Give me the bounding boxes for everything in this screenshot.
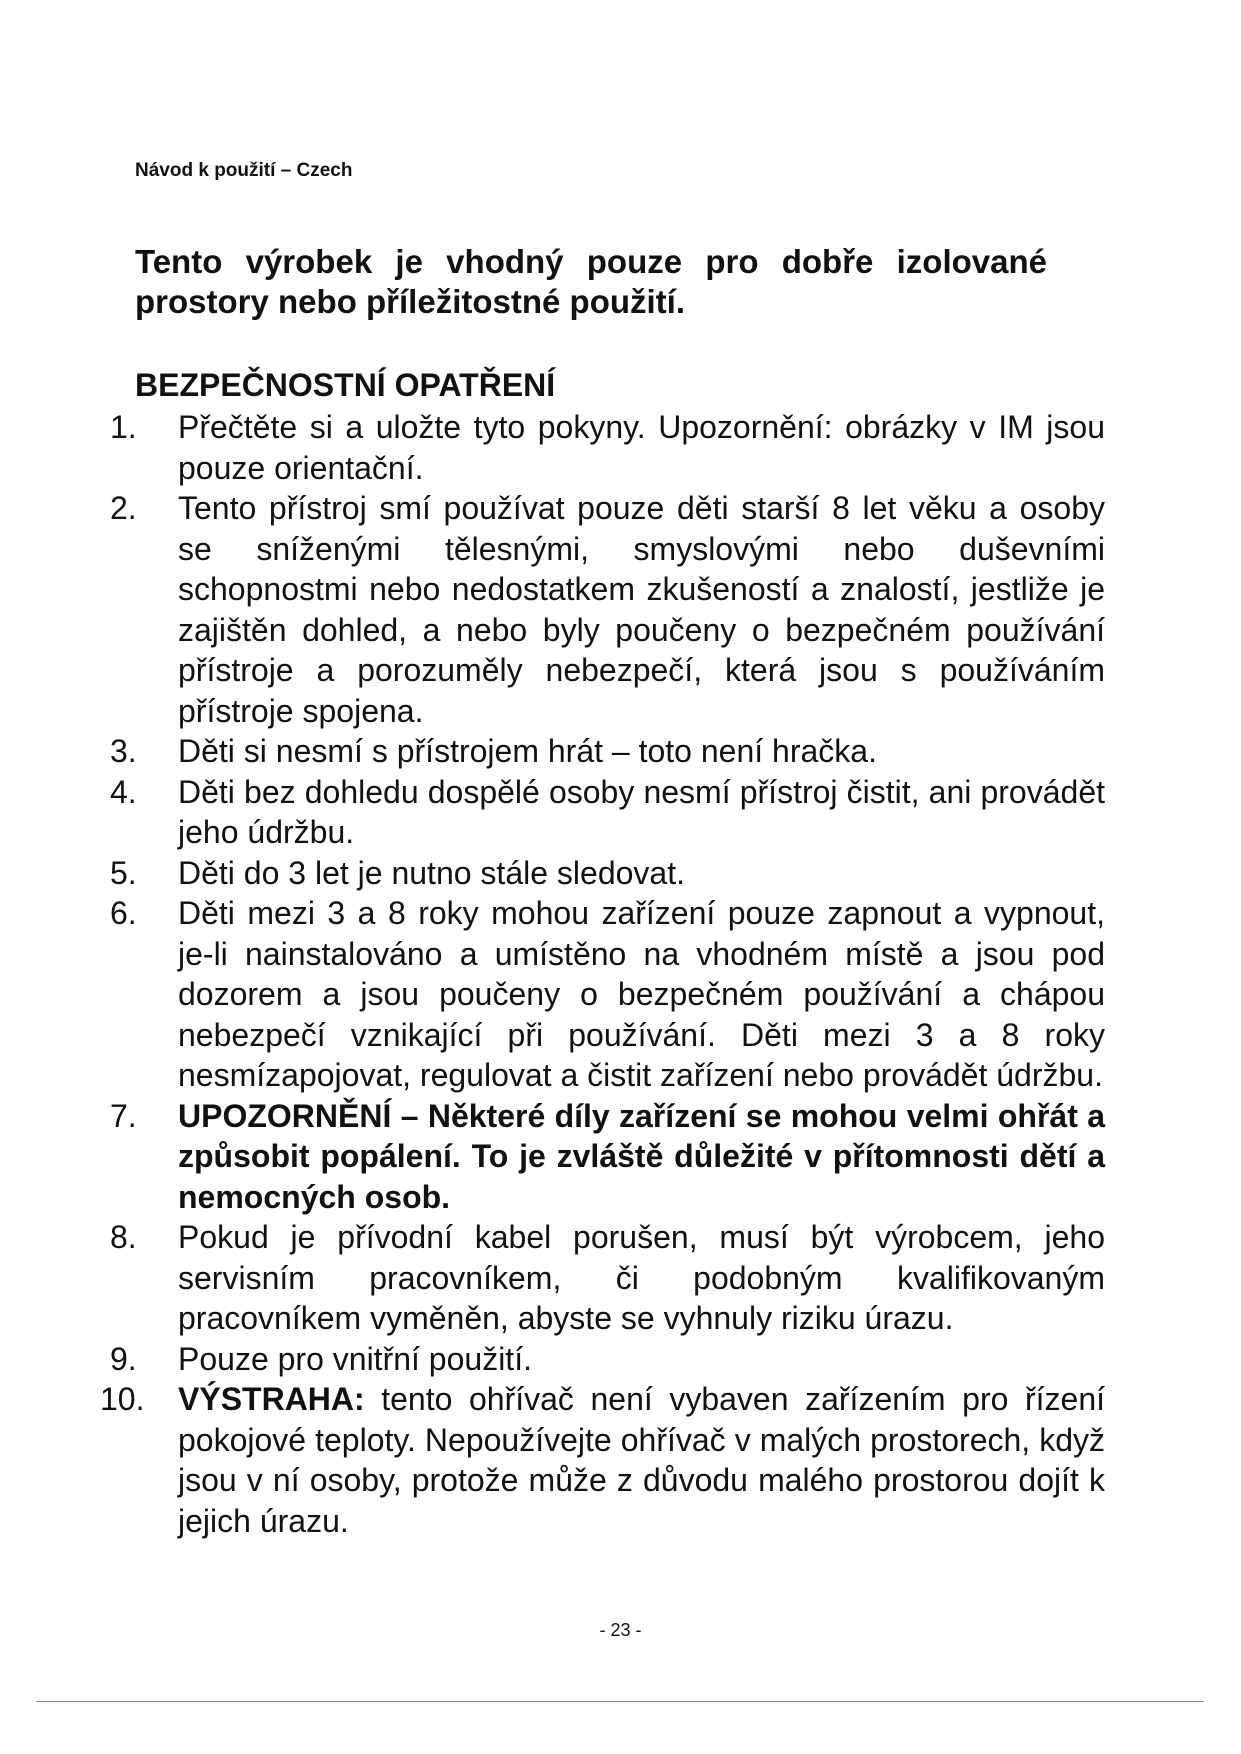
list-item-text: Děti do 3 let je nutno stále sledovat. xyxy=(178,854,685,891)
list-item xyxy=(110,488,1105,731)
list-item-number: 8. xyxy=(110,1219,137,1255)
list-item xyxy=(110,772,1105,853)
list-item-number: 9. xyxy=(110,1340,137,1377)
list-item xyxy=(110,407,1105,488)
list-item xyxy=(100,1379,1105,1541)
list-item-text: Přečtěte si a uložte tyto pokyny. Upozornění: obrázky v IM jsou pouze orientační. xyxy=(178,409,1105,486)
list-item xyxy=(110,1339,1105,1380)
list-item-text: tento ohřívač není vybaven zařízením pro řízení pokojové teploty. Nepoužívejte ohřívač v malých prostorech, když jsou v ní osoby, protože může z důvodu malého prostorou dojít k jejich úrazu. xyxy=(178,1381,1105,1539)
list-item-number: 2. xyxy=(110,490,137,526)
list-item-text: Děti bez dohledu dospělé osoby nesmí přístroj čistit, ani provádět jeho údržbu. xyxy=(178,773,1105,850)
page-number: - 23 - xyxy=(599,1620,642,1640)
document-header-label: Návod k použití – Czech xyxy=(135,160,353,181)
list-item-number: 6. xyxy=(110,895,137,931)
intro-statement: Tento výrobek je vhodný pouze pro dobře izolované prostory nebo příležitostné použití. xyxy=(135,243,1047,320)
list-item-warning xyxy=(110,1096,1105,1218)
list-item-number: 4. xyxy=(110,773,137,810)
list-item-text: Tento přístroj smí používat pouze děti starší 8 let věku a osoby se sníženými tělesnými, smyslovými nebo duševními schopnostmi nebo nedostatkem zkušeností a znalostí, jestliže je zajištěn dohled, a nebo byly poučeny o bezpečném používání přístroje a porozuměly nebezpečí, která jsou s používáním přístroje spojena. xyxy=(178,490,1105,729)
list-item-text: Pokud je přívodní kabel porušen, musí být výrobcem, jeho servisním pracovníkem, či podobným kvalifikovaným pracovníkem vyměněn, abyste se vyhnuly riziku úrazu. xyxy=(178,1219,1105,1336)
list-item-number: 10. xyxy=(100,1381,145,1417)
list-item xyxy=(110,731,1105,772)
list-item xyxy=(110,893,1105,1096)
list-item-text: UPOZORNĚNÍ – Některé díly zařízení se mohou velmi ohřát a způsobit popálení. To je zvláště důležité v přítomnosti dětí a nemocných osob. xyxy=(178,1097,1105,1215)
safety-precautions-list xyxy=(100,407,1105,1541)
list-item-number: 1. xyxy=(110,409,137,445)
list-item-text: Děti si nesmí s přístrojem hrát – toto není hračka. xyxy=(178,733,877,769)
list-item-number: 7. xyxy=(110,1097,137,1134)
list-item-lead: VÝSTRAHA: xyxy=(178,1381,365,1417)
footer-divider xyxy=(36,1701,1204,1702)
list-item-number: 5. xyxy=(110,854,137,891)
list-item-text: Děti mezi 3 a 8 roky mohou zařízení pouze zapnout a vypnout, je-li nainstalováno a umístěno na vhodném místě a jsou pod dozorem a jsou poučeny o bezpečném používání a chápou nebezpečí vznikající při používání. Děti mezi 3 a 8 roky nesmízapojovat, regulovat a čistit zařízení nebo provádět údržbu. xyxy=(178,895,1105,1093)
list-item-text: Pouze pro vnitřní použití. xyxy=(178,1340,532,1377)
list-item xyxy=(110,1217,1105,1339)
list-item-number: 3. xyxy=(110,733,137,769)
list-item xyxy=(110,853,1105,894)
section-title: BEZPEČNOSTNÍ OPATŘENÍ xyxy=(135,367,556,403)
